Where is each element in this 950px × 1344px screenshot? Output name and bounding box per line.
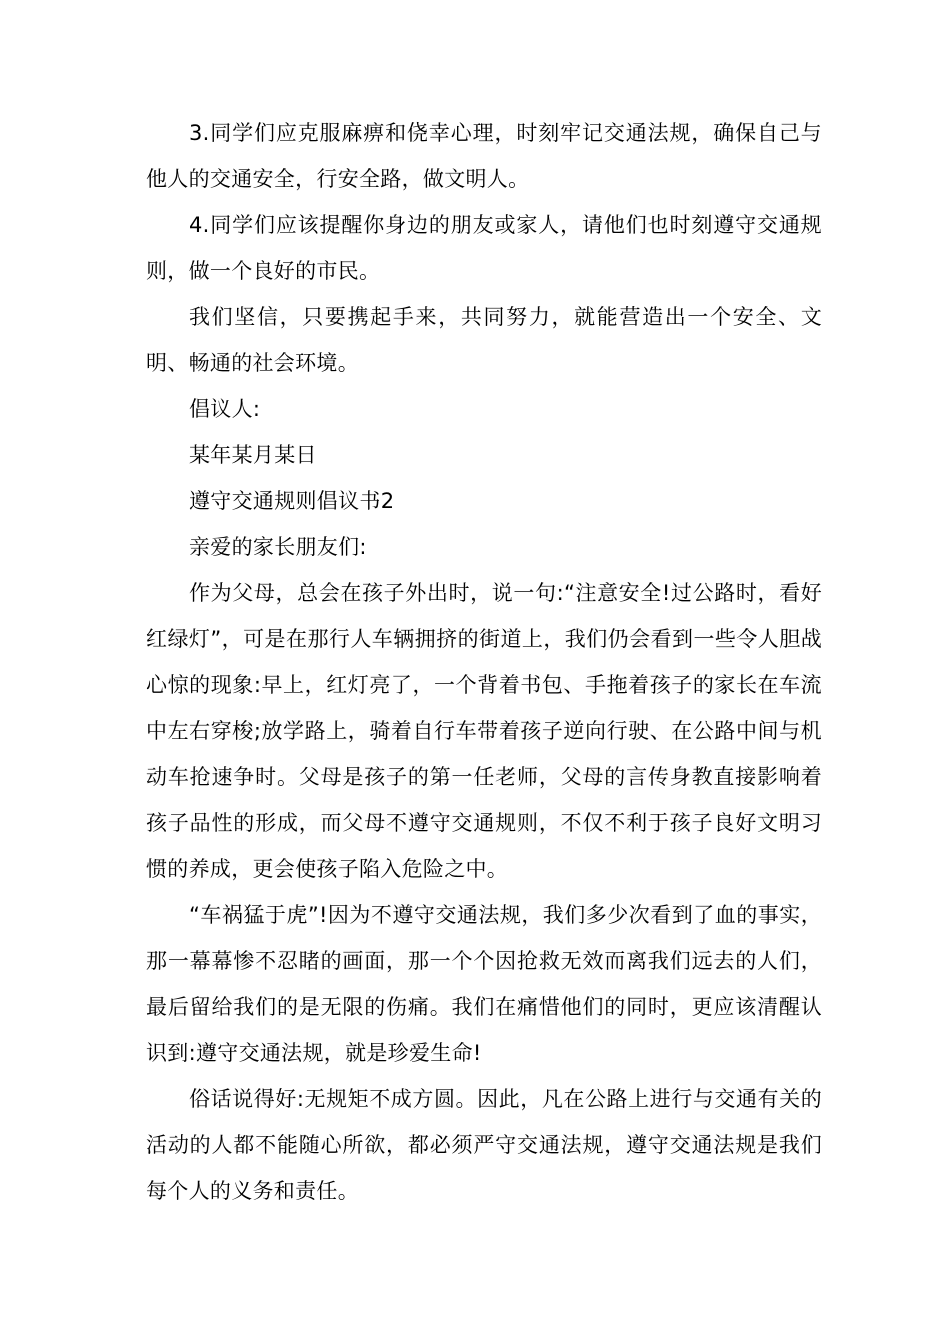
paragraph-item-4: 4.同学们应该提醒你身边的朋友或家人，请他们也时刻遵守交通规则，做一个良好的市民。 <box>146 213 822 283</box>
proposer-label: 倡议人: <box>189 397 261 421</box>
section-title: 遵守交通规则倡议书2 <box>189 489 395 513</box>
salutation: 亲爱的家长朋友们: <box>189 535 367 559</box>
date-line: 某年某月某日 <box>189 443 317 467</box>
paragraph-accidents: “车祸猛于虎”!因为不遵守交通法规，我们多少次看到了血的事实，那一幕幕惨不忍睹的画面，那一个个因抢救无效而离我们远去的人们，最后留给我们的是无限的伤痛。我们在痛惜他们的同时，更应该清醒认识到:遵守交通法规，就是珍爱生命! <box>146 903 822 1065</box>
paragraph-parents: 作为父母，总会在孩子外出时，说一句:“注意安全!过公路时，看好红绿灯”，可是在那行人车辆拥挤的街道上，我们仍会看到一些令人胆战心惊的现象:早上，红灯亮了，一个背着书包、手拖着孩子的家长在车流中左右穿梭;放学路上，骑着自行车带着孩子逆向行驶、在公路中间与机动车抢速争时。父母是孩子的第一任老师，父母的言传身教直接影响着孩子品性的形成，而父母不遵守交通规则，不仅不利于孩子良好文明习惯的养成，更会使孩子陷入危险之中。 <box>146 581 822 881</box>
paragraph-conviction: 我们坚信，只要携起手来，共同努力，就能营造出一个安全、文明、畅通的社会环境。 <box>146 305 822 375</box>
paragraph-item-3: 3.同学们应克服麻痹和侥幸心理，时刻牢记交通法规，确保自己与他人的交通安全，行安全路，做文明人。 <box>146 121 822 191</box>
document-body <box>146 110 822 1214</box>
paragraph-rules: 俗话说得好:无规矩不成方圆。因此，凡在公路上进行与交通有关的活动的人都不能随心所欲，都必须严守交通法规，遵守交通法规是我们每个人的义务和责任。 <box>146 1087 822 1203</box>
